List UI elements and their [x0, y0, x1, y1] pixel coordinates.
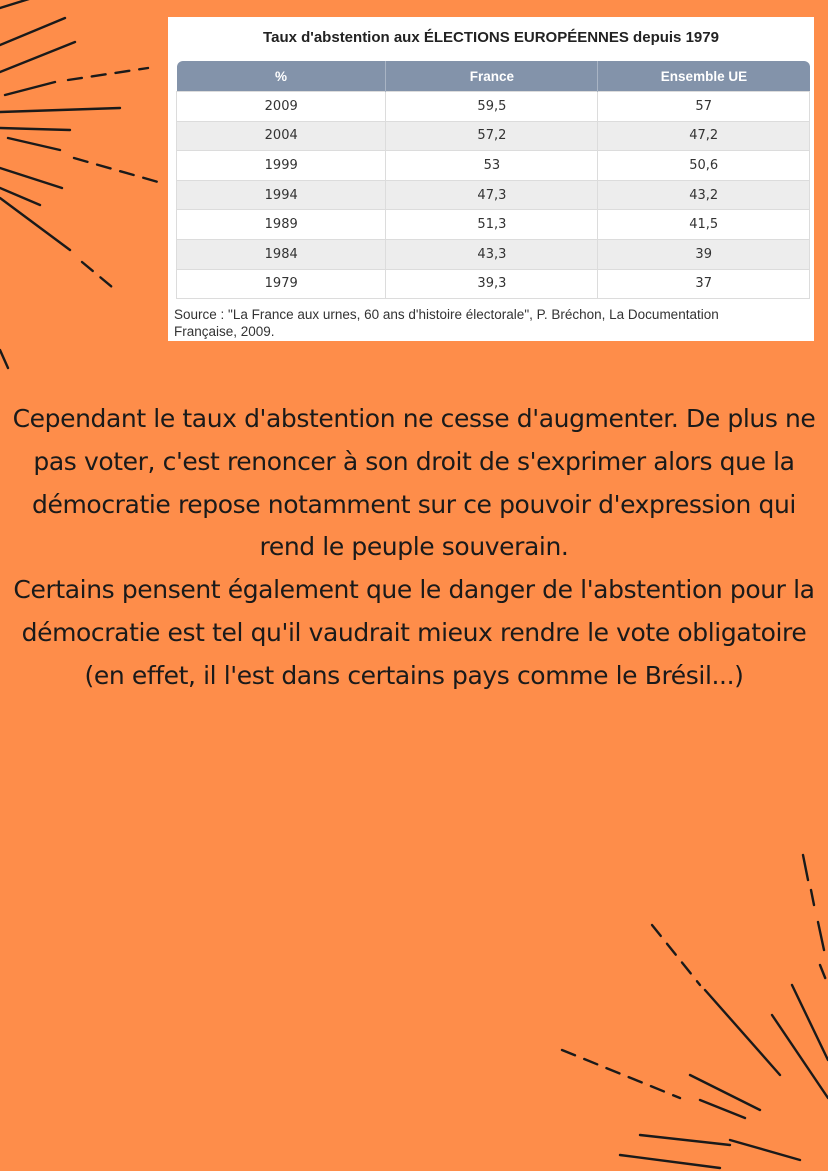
burst-line	[0, 128, 70, 130]
france-cell: 39,3	[386, 269, 598, 299]
paragraph-2: Certains pensent également que le danger de l'abstention pour la démocratie est tel qu'il vaudrait mieux rendre le vote obligatoire (en effet, il l'est dans certains pays comme le Brésil...)	[13, 575, 815, 690]
burst-line	[705, 990, 780, 1075]
header-france: France	[386, 61, 598, 92]
source-line-2: Française, 2009.	[174, 324, 275, 339]
year-cell: 1989	[177, 210, 386, 240]
burst-dash-line	[68, 68, 148, 80]
table-row	[177, 210, 810, 240]
ue-cell: 57	[598, 92, 810, 122]
table-row	[177, 121, 810, 151]
burst-line	[640, 1135, 730, 1145]
year-cell: 1994	[177, 180, 386, 210]
ue-cell: 50,6	[598, 151, 810, 181]
ue-cell: 47,2	[598, 121, 810, 151]
header-ensemble-ue: Ensemble UE	[598, 61, 810, 92]
abstention-table	[176, 61, 810, 299]
abstention-table-image	[168, 17, 814, 341]
france-cell: 51,3	[386, 210, 598, 240]
burst-line	[803, 855, 808, 880]
burst-line	[0, 42, 75, 72]
burst-line	[0, 18, 65, 45]
table-title: Taux d'abstention aux ÉLECTIONS EUROPÉENNES depuis 1979	[263, 29, 719, 46]
table-row	[177, 269, 810, 299]
burst-line	[690, 1075, 760, 1110]
burst-dash-line	[562, 1050, 680, 1098]
year-cell: 2009	[177, 92, 386, 122]
header-percent: %	[177, 61, 386, 92]
ue-cell: 37	[598, 269, 810, 299]
france-cell: 57,2	[386, 121, 598, 151]
year-cell: 1999	[177, 151, 386, 181]
france-cell: 53	[386, 151, 598, 181]
burst-line	[0, 108, 120, 112]
burst-line	[700, 1100, 745, 1118]
body-text	[10, 398, 818, 698]
burst-line	[0, 168, 62, 188]
france-cell: 59,5	[386, 92, 598, 122]
ue-cell: 41,5	[598, 210, 810, 240]
table-header-row	[177, 61, 810, 92]
table-row	[177, 180, 810, 210]
burst-line	[792, 985, 828, 1060]
burst-line	[620, 1155, 720, 1168]
burst-dash-line	[652, 925, 700, 985]
france-cell: 47,3	[386, 180, 598, 210]
burst-line	[811, 890, 814, 905]
burst-line	[5, 82, 55, 95]
burst-dash-line	[820, 965, 828, 985]
table-row	[177, 92, 810, 122]
year-cell: 1984	[177, 239, 386, 269]
france-cell: 43,3	[386, 239, 598, 269]
year-cell: 2004	[177, 121, 386, 151]
burst-line	[772, 1015, 828, 1098]
ue-cell: 43,2	[598, 180, 810, 210]
burst-line	[818, 922, 824, 950]
burst-dash-line	[82, 262, 118, 292]
paragraph-1: Cependant le taux d'abstention ne cesse d'augmenter. De plus ne pas voter, c'est renoncer à son droit de s'exprimer alors que la démocratie repose notamment sur ce pouvoir d'expression qui rend le peuple souverain.	[12, 404, 816, 562]
year-cell: 1979	[177, 269, 386, 299]
table-row	[177, 239, 810, 269]
burst-line	[0, 198, 70, 250]
burst-dash-line	[74, 158, 165, 184]
table-source	[174, 306, 804, 340]
ue-cell: 39	[598, 239, 810, 269]
source-line-1: Source : "La France aux urnes, 60 ans d'histoire électorale", P. Bréchon, La Documentation	[174, 307, 719, 322]
burst-line	[0, 350, 8, 368]
burst-line	[730, 1140, 800, 1160]
table-row	[177, 151, 810, 181]
burst-line	[8, 138, 60, 150]
burst-line	[0, 0, 45, 8]
